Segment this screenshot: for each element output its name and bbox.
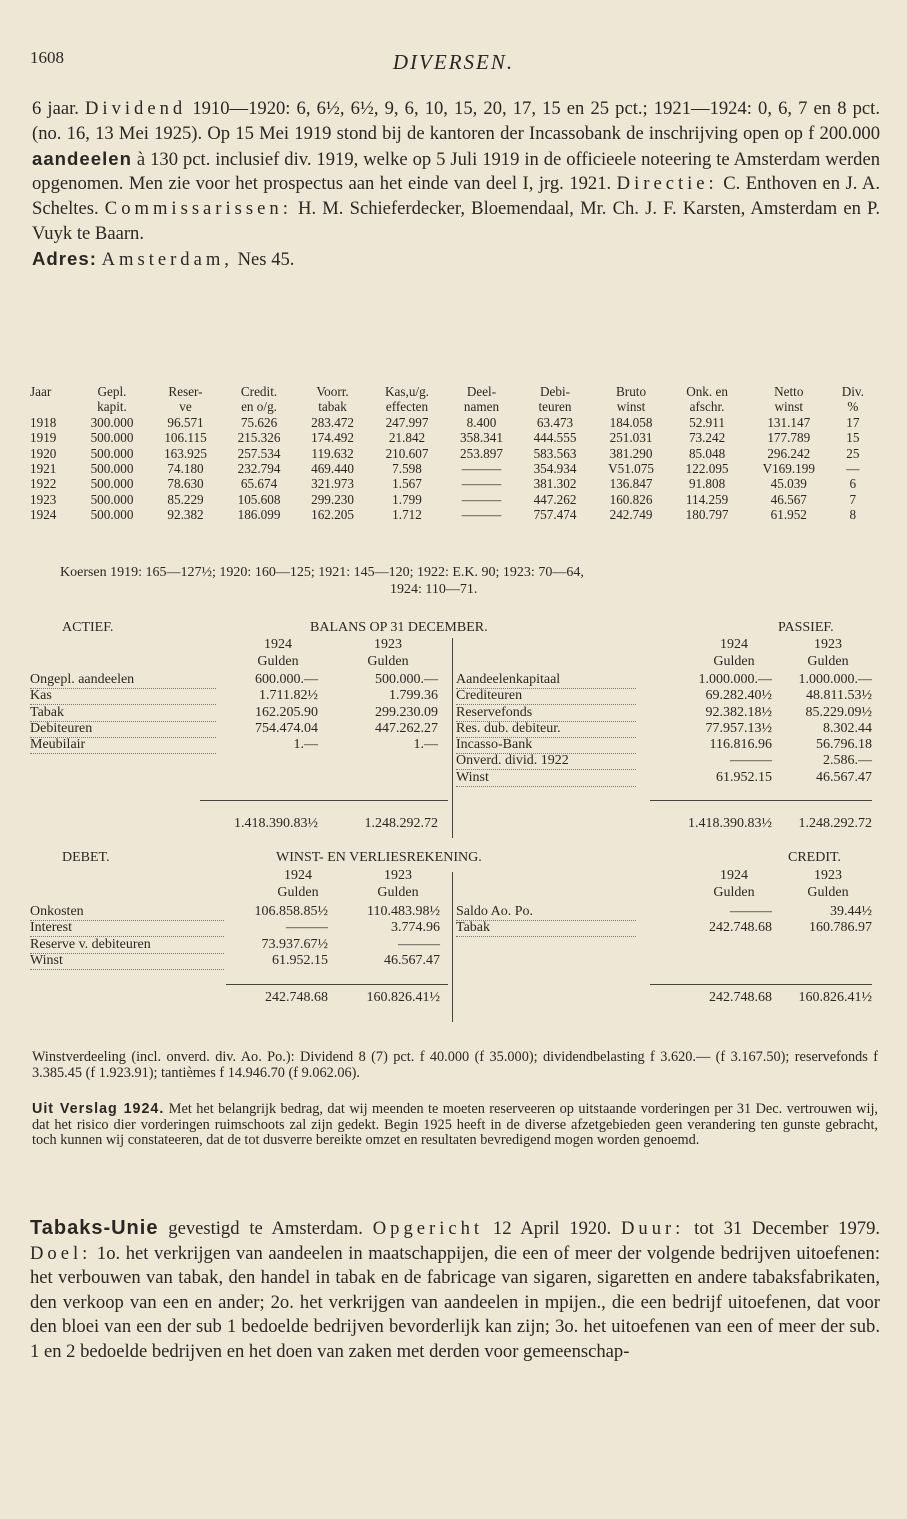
list-item <box>456 721 872 737</box>
running-head: DIVERSEN. <box>392 50 515 74</box>
statistics-table <box>30 384 872 523</box>
table-cell: ——— <box>461 476 502 492</box>
table-cell: 96.571 <box>167 414 204 430</box>
stats-header-7-b: teuren <box>538 399 572 415</box>
table-row <box>30 507 872 522</box>
table-cell: 583.563 <box>533 445 577 461</box>
table-cell: ——— <box>461 491 502 507</box>
commissarissen-label: Commissarissen: <box>104 198 292 220</box>
table-cell: 381.290 <box>609 445 653 461</box>
balans-title: BALANS OP 31 DECEMBER. <box>310 620 488 635</box>
winst-total-d1: 242.748.68 <box>265 990 328 1005</box>
debet-rows <box>30 904 440 969</box>
tabaks-unie-entry <box>30 1216 880 1365</box>
table-cell: 85.048 <box>688 445 726 461</box>
koersen-line-1: Koersen 1919: 165—127½; 1920: 160—125; 1921: 145—120; 1922: E.K. 90; 1923: 70—64, <box>60 565 584 580</box>
balans-year-p2: 1923 <box>814 637 842 652</box>
item-value-1924: 106.858.85½ <box>254 904 328 919</box>
table-cell: 1919 <box>30 430 57 446</box>
list-item <box>30 953 440 969</box>
table-cell: 15 <box>846 430 860 446</box>
balans-unit-p2: Gulden <box>807 654 849 669</box>
table-cell: 247.997 <box>385 414 429 430</box>
passief-total-rule <box>650 800 872 801</box>
table-row <box>30 415 872 430</box>
stats-header-5-b: effecten <box>385 399 429 415</box>
list-item <box>456 688 872 704</box>
item-label: Crediteuren <box>456 688 636 705</box>
tabaks-c: tot 31 December 1979. <box>694 1218 881 1239</box>
table-cell: ——— <box>461 507 502 523</box>
table-cell: 1920 <box>30 445 57 461</box>
balans-unit-p1: Gulden <box>713 654 755 669</box>
item-value-1923: 8.302.44 <box>823 720 872 736</box>
table-cell: 469.440 <box>311 461 354 477</box>
stats-header-6-a: Deel- <box>466 384 497 399</box>
table-cell: 85.229 <box>167 491 204 507</box>
item-label: Kas <box>30 688 216 705</box>
doel-label: Doel: <box>30 1242 92 1264</box>
table-cell: 1923 <box>30 491 57 507</box>
item-value-1924: 61.952.15 <box>716 769 772 785</box>
table-cell: 300.000 <box>90 414 134 430</box>
item-value-1923: 56.796.18 <box>816 737 872 753</box>
balans-passief-label: PASSIEF. <box>778 620 834 635</box>
stats-header-2-a: Reser- <box>168 384 203 399</box>
table-cell: V51.075 <box>608 461 654 477</box>
item-value-1923: 48.811.53½ <box>806 688 872 704</box>
table-cell: 63.473 <box>536 414 574 430</box>
item-value-1924: 1.711.82½ <box>259 688 318 704</box>
balans-divider <box>452 638 453 838</box>
table-cell: — <box>846 461 860 477</box>
list-item <box>30 737 440 753</box>
table-cell: 215.326 <box>237 430 281 446</box>
list-item <box>30 672 440 688</box>
actief-total-rule <box>200 800 448 801</box>
table-cell: 75.626 <box>240 414 278 430</box>
item-label: Reserve v. debiteuren <box>30 937 224 954</box>
winst-year-c2: 1923 <box>814 868 842 883</box>
table-cell: 7.598 <box>392 461 422 477</box>
passief-rows <box>456 672 872 786</box>
list-item <box>456 770 872 786</box>
debet-total-rule <box>226 984 448 985</box>
stats-header-row-1 <box>30 384 872 399</box>
item-value-1923: 46.567.47 <box>384 952 440 968</box>
item-value-1924: 1.— <box>293 737 318 753</box>
table-cell: 105.608 <box>237 491 281 507</box>
intro-d: C. Enthoven en J. A. Scheltes. <box>32 173 880 220</box>
item-label: Onkosten <box>30 904 224 921</box>
table-cell: 354.934 <box>533 461 577 477</box>
winst-unit-c1: Gulden <box>713 885 755 900</box>
koersen <box>60 564 880 598</box>
item-label: Aandeelenkapitaal <box>456 672 636 689</box>
item-value-1924: ——— <box>286 920 328 936</box>
table-cell: 46.567 <box>770 491 807 507</box>
item-value-1923: ——— <box>398 936 440 952</box>
winst-year-d1: 1924 <box>284 868 312 883</box>
koersen-line-2: 1924: 110—71. <box>390 582 478 597</box>
table-cell: 21.842 <box>388 430 426 446</box>
list-item <box>456 753 872 769</box>
balans-actief-label: ACTIEF. <box>62 620 114 635</box>
adres-street: Nes 45. <box>237 248 295 270</box>
table-cell: 177.789 <box>767 430 811 446</box>
item-value-1924: 69.282.40½ <box>705 688 772 704</box>
table-cell: 253.897 <box>460 445 503 461</box>
item-value-1924: 754.474.04 <box>255 720 318 736</box>
item-value-1923: 447.262.27 <box>375 720 438 736</box>
balans-total-a1: 1.418.390.83½ <box>234 816 318 831</box>
table-cell: 106.115 <box>164 430 207 446</box>
list-item <box>456 904 872 920</box>
item-label: Res. dub. debiteur. <box>456 721 636 738</box>
table-cell: 1.799 <box>392 491 422 507</box>
table-cell: 136.847 <box>609 476 653 492</box>
list-item <box>456 920 872 936</box>
directie-label: Directie: <box>616 173 718 195</box>
item-value-1924: 242.748.68 <box>709 920 772 936</box>
item-value-1923: 1.— <box>413 737 438 753</box>
item-value-1923: 110.483.98½ <box>367 904 440 919</box>
table-row <box>30 492 872 507</box>
dividend-label: Dividend <box>85 98 187 119</box>
table-cell: 232.794 <box>237 461 281 477</box>
item-label: Winst <box>30 953 224 970</box>
table-row <box>30 476 872 491</box>
adres-city: Amsterdam, <box>101 248 233 270</box>
table-cell: 92.382 <box>167 507 204 523</box>
winst-unit-d1: Gulden <box>277 885 319 900</box>
table-cell: 186.099 <box>237 507 281 523</box>
item-value-1924: 61.952.15 <box>272 952 328 968</box>
table-cell: 119.632 <box>311 445 354 461</box>
table-row <box>30 430 872 445</box>
table-cell: 1918 <box>30 414 57 430</box>
item-value-1923: 160.786.97 <box>809 920 872 936</box>
table-cell: 114.259 <box>685 491 729 507</box>
item-value-1923: 39.44½ <box>830 904 872 919</box>
table-cell: 91.808 <box>688 476 726 492</box>
verslag-text: Met het belangrijk bedrag, dat wij meenden te moeten reserveeren op uitstaande vorderingen per 31 Dec. vertrouwen wij, dat het risico dier vorderingen ruimschoots zal zijn gedekt. Begin 1925 heeft in de diverse afzetgebieden geen verandering ten gunste gebracht, toch kunnen wij constateeren, dat de tot dusverre bereikte omzet en resultaten bevredigend mogen worden genoemd. <box>32 1101 878 1149</box>
table-cell: 321.973 <box>311 476 354 492</box>
stats-header-10-b: winst <box>774 399 804 415</box>
table-cell: 358.341 <box>460 430 503 446</box>
list-item <box>456 737 872 753</box>
duur-label: Duur: <box>620 1218 685 1239</box>
stats-header-11-b: % <box>847 399 859 415</box>
table-cell: V169.199 <box>762 461 815 477</box>
stats-header-7-a: Debi- <box>539 384 570 399</box>
winst-total-d2: 160.826.41½ <box>366 990 440 1005</box>
stats-header-5-a: Kas,u/g. <box>385 384 429 399</box>
table-cell: 757.474 <box>533 507 577 523</box>
balans-year-p1: 1924 <box>720 637 748 652</box>
balans-total-p1: 1.418.390.83½ <box>688 816 772 831</box>
table-cell: 1921 <box>30 461 57 477</box>
item-label: Winst <box>456 770 636 787</box>
table-cell: 444.555 <box>533 430 577 446</box>
table-cell: 299.230 <box>311 491 354 507</box>
table-cell: 61.952 <box>770 507 807 523</box>
table-cell: 174.492 <box>311 430 354 446</box>
table-cell: 6 <box>849 476 857 492</box>
item-value-1923: 85.229.09½ <box>805 704 872 720</box>
winst-total-c1: 242.748.68 <box>709 990 772 1005</box>
item-value-1923: 500.000.— <box>375 672 438 687</box>
table-cell: 122.095 <box>685 461 729 477</box>
table-cell: 65.674 <box>240 476 278 492</box>
table-cell: 8 <box>849 507 857 523</box>
table-cell: 296.242 <box>767 445 811 461</box>
tabaks-b: 12 April 1920. <box>492 1218 612 1239</box>
stats-header-0-b <box>30 399 75 414</box>
table-cell: 160.826 <box>609 491 653 507</box>
table-cell: 45.039 <box>770 476 807 492</box>
item-value-1924: 600.000.— <box>255 672 318 687</box>
table-cell: 500.000 <box>90 445 134 461</box>
intro-a: 6 jaar. <box>32 98 79 119</box>
credit-rows <box>456 904 872 937</box>
table-cell: 251.031 <box>609 430 653 446</box>
item-label: Ongepl. aandeelen <box>30 672 216 689</box>
item-label: Onverd. divid. 1922 <box>456 753 636 770</box>
stats-header-3-a: Credit. <box>240 384 278 399</box>
intro-b: 1910—1920: 6, 6½, 6½, 9, 6, 10, 15, 20, 17, 15 en 25 pct.; 1921—1924: 0, 6, 7 en 8 pct. (no. 16, 13 Mei 1925). Op 15 Mei 1919 stond bij de kantoren der Incassobank de inschrijving open op f 200.000 <box>32 98 880 144</box>
table-cell: 210.607 <box>385 445 429 461</box>
table-cell: 78.630 <box>167 476 204 492</box>
winst-credit-label: CREDIT. <box>788 850 842 865</box>
item-label: Interest <box>30 920 224 937</box>
stats-header-4-b: tabak <box>318 399 347 415</box>
table-cell: 7 <box>849 491 857 507</box>
table-cell: 8.400 <box>466 414 497 430</box>
tabaks-a: gevestigd te Amsterdam. <box>168 1218 363 1239</box>
winst-title: WINST- EN VERLIESREKENING. <box>276 850 482 865</box>
winst-unit-d2: Gulden <box>377 885 419 900</box>
table-cell: 52.911 <box>689 414 725 430</box>
table-cell: 163.925 <box>164 445 207 461</box>
winst-debet-label: DEBET. <box>62 850 110 865</box>
stats-header-4-a: Voorr. <box>316 384 349 399</box>
list-item <box>30 688 440 704</box>
stats-body <box>30 415 872 523</box>
actief-rows <box>30 672 440 753</box>
opgericht-label: Opgericht <box>372 1218 484 1239</box>
winstverdeeling: Winstverdeeling (incl. onverd. div. Ao. Po.): Dividend 8 (7) pct. f 40.000 (f 35.000); dividendbelasting f 3.620.— (f 3.167.50); reservefonds f 3.385.45 (f 1.923.91); tantièmes f 14.946.70 (f 9.062.06). <box>32 1049 878 1081</box>
item-value-1924: 77.957.13½ <box>705 720 772 736</box>
balans-year-a2: 1923 <box>374 637 402 652</box>
table-cell: 447.262 <box>533 491 577 507</box>
table-row <box>30 461 872 476</box>
table-row <box>30 446 872 461</box>
item-value-1923: 1.000.000.— <box>798 672 872 687</box>
intro-c: à 130 pct. inclusief div. 1919, welke op 5 Juli 1919 in de officieele noteering te Amsterdam werden opgenomen. Men zie voor het prospectus aan het einde van deel I, jrg. 1921. <box>32 148 881 195</box>
table-cell: 257.534 <box>237 445 281 461</box>
intro-paragraph <box>32 97 880 273</box>
item-label: Tabak <box>456 920 636 937</box>
table-cell: 500.000 <box>90 461 134 477</box>
balans-total-p2: 1.248.292.72 <box>798 816 872 831</box>
winst-year-d2: 1923 <box>384 868 412 883</box>
table-cell: 73.242 <box>688 430 726 446</box>
balans-year-a1: 1924 <box>264 637 292 652</box>
balance-sheet <box>30 620 872 840</box>
stats-header-2-b: ve <box>179 399 192 415</box>
list-item <box>30 721 440 737</box>
stats-header-0-a: Jaar <box>30 384 52 399</box>
item-value-1924: 116.816.96 <box>709 737 772 753</box>
table-cell: 283.472 <box>311 414 354 430</box>
list-item <box>30 705 440 721</box>
adres-label: Adres: <box>32 247 97 269</box>
item-label: Reservefonds <box>456 705 636 722</box>
table-cell: 242.749 <box>609 507 653 523</box>
item-value-1923: 299.230.09 <box>375 704 438 720</box>
table-cell: 162.205 <box>311 507 354 523</box>
table-cell: 1.567 <box>392 476 422 492</box>
credit-total-rule <box>650 984 872 985</box>
item-value-1924: ——— <box>730 904 772 919</box>
table-cell: 1924 <box>30 507 57 523</box>
table-cell: 131.147 <box>767 414 811 430</box>
item-value-1923: 3.774.96 <box>391 920 440 936</box>
balans-unit-a1: Gulden <box>257 654 299 669</box>
item-value-1923: 46.567.47 <box>816 769 872 785</box>
list-item <box>30 937 440 953</box>
stats-header-row-2 <box>30 399 872 414</box>
item-label: Debiteuren <box>30 721 216 738</box>
item-label: Meubilair <box>30 737 216 754</box>
table-cell: 500.000 <box>90 430 134 446</box>
stats-header-6-b: namen <box>463 399 500 415</box>
list-item <box>456 705 872 721</box>
tabaks-unie-name: Tabaks-Unie <box>30 1217 159 1239</box>
stats-header-1-b: kapit. <box>97 399 127 415</box>
stats-header-3-b: en o/g. <box>241 399 277 415</box>
table-cell: 500.000 <box>90 491 134 507</box>
stats-header-10-a: Netto <box>774 384 804 399</box>
winst-divider <box>452 872 453 1022</box>
winst-year-c1: 1924 <box>720 868 748 883</box>
page-number: 1608 <box>30 48 64 67</box>
table-cell: 500.000 <box>90 476 134 492</box>
intro-e: H. M. Schieferdecker, Bloemendaal, Mr. Ch. J. F. Karsten, Amsterdam en P. Vuyk te Baarn. <box>32 198 880 244</box>
winst-total-c2: 160.826.41½ <box>798 990 872 1005</box>
stats-header-11-a: Div. <box>841 384 864 399</box>
item-label: Incasso-Bank <box>456 737 636 754</box>
list-item <box>456 672 872 688</box>
balans-total-a2: 1.248.292.72 <box>364 816 438 831</box>
table-cell: 500.000 <box>90 507 134 523</box>
item-value-1924: 92.382.18½ <box>705 704 772 720</box>
table-cell: 180.797 <box>685 507 729 523</box>
item-value-1924: 162.205.90 <box>255 704 318 720</box>
verslag-label: Uit Verslag 1924. <box>32 1101 165 1117</box>
table-cell: ——— <box>461 461 502 477</box>
item-value-1924: 73.937.67½ <box>261 936 328 952</box>
table-cell: 184.058 <box>609 414 653 430</box>
stats-header-1-a: Gepl. <box>97 384 127 399</box>
table-cell: 1.712 <box>392 507 422 523</box>
table-cell: 74.180 <box>167 461 204 477</box>
profit-loss-account <box>30 850 872 1025</box>
aandeelen-label: aandeelen <box>32 147 132 169</box>
item-value-1924: 1.000.000.— <box>698 672 772 687</box>
list-item <box>30 920 440 936</box>
item-value-1924: ——— <box>730 753 772 769</box>
table-cell: 17 <box>846 414 860 430</box>
stats-header-9-a: Onk. en <box>686 384 728 399</box>
stats-header-8-b: winst <box>616 399 646 415</box>
winst-unit-c2: Gulden <box>807 885 849 900</box>
tabaks-d: 1o. het verkrijgen van aandeelen in maatschappijen, die een of meer der volgende bedrijven uitoefenen: het verbouwen van tabak, den handel in tabak en de fabricage van sigaren, sigaretten en andere tabaksfabrikaten, den verkoop van een en ander; 2o. het verkrijgen van aandeelen in mpijen., die een bedrijf uitoefenen, dat voor den bloei van een der sub 1 bedoelde bedrijven bevorderlijk kan zijn; 3o. het uitoefenen van een of meer der sub. 1 en 2 bedoelde bedrijven en het doen van zaken met derden voor gemeenschap- <box>30 1242 880 1362</box>
stats-header-9-b: afschr. <box>689 399 725 415</box>
stats-header-8-a: Bruto <box>616 384 647 399</box>
item-value-1923: 1.799.36 <box>389 688 438 704</box>
table-cell: 1922 <box>30 476 57 492</box>
verslag <box>32 1102 878 1149</box>
balans-unit-a2: Gulden <box>367 654 409 669</box>
item-label: Tabak <box>30 705 216 722</box>
list-item <box>30 904 440 920</box>
table-cell: 25 <box>846 445 860 461</box>
item-value-1923: 2.586.— <box>823 753 872 769</box>
table-cell: 381.302 <box>533 476 577 492</box>
item-label: Saldo Ao. Po. <box>456 904 636 921</box>
